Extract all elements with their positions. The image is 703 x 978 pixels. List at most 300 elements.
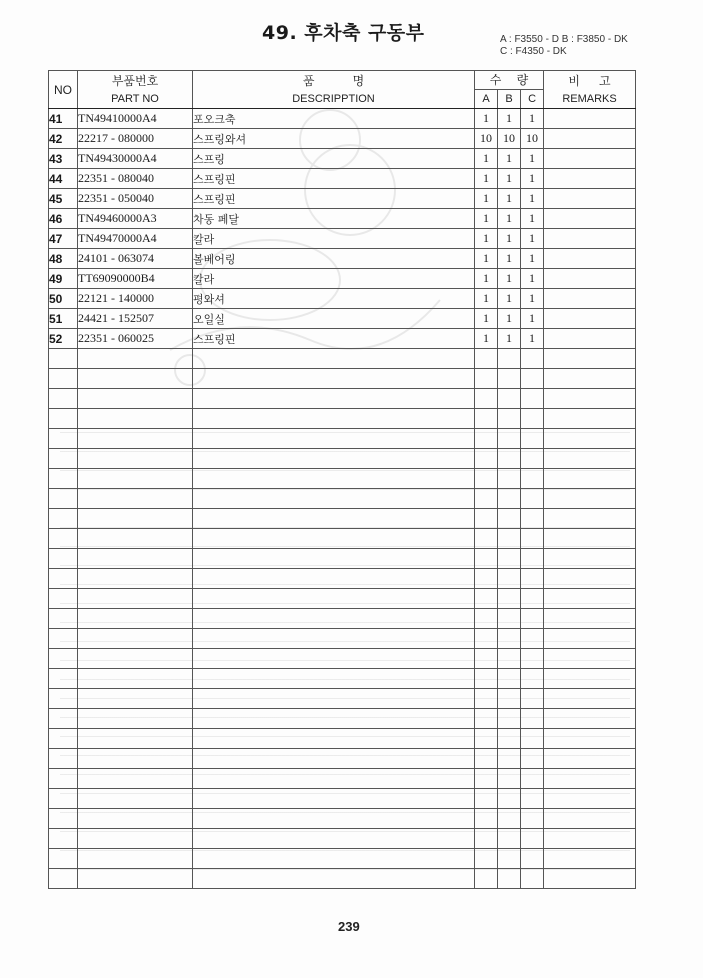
empty-cell: [521, 629, 544, 649]
empty-cell: [521, 829, 544, 849]
empty-cell: [49, 849, 78, 869]
empty-table-row: [49, 389, 636, 409]
empty-table-row: [49, 509, 636, 529]
empty-table-row: [49, 369, 636, 389]
empty-cell: [78, 549, 193, 569]
empty-cell: [193, 389, 475, 409]
empty-cell: [193, 509, 475, 529]
empty-cell: [193, 829, 475, 849]
empty-cell: [78, 869, 193, 889]
empty-cell: [78, 469, 193, 489]
empty-cell: [78, 589, 193, 609]
empty-cell: [544, 689, 636, 709]
empty-cell: [475, 389, 498, 409]
description: 칼라: [193, 229, 475, 249]
qty-b: 1: [498, 329, 521, 349]
table-row: [49, 109, 636, 129]
header-qty-a: A: [475, 90, 498, 108]
empty-cell: [475, 649, 498, 669]
empty-cell: [498, 689, 521, 709]
empty-cell: [475, 609, 498, 629]
qty-b: 1: [498, 249, 521, 269]
empty-cell: [544, 829, 636, 849]
empty-cell: [521, 569, 544, 589]
empty-cell: [49, 529, 78, 549]
empty-cell: [521, 809, 544, 829]
empty-table-row: [49, 789, 636, 809]
table-row: [49, 249, 636, 269]
qty-c: 1: [521, 169, 544, 189]
empty-table-row: [49, 429, 636, 449]
empty-cell: [498, 849, 521, 869]
empty-cell: [49, 629, 78, 649]
empty-cell: [475, 409, 498, 429]
header-description-en: DESCRIPPTION: [292, 92, 375, 105]
empty-cell: [498, 449, 521, 469]
qty-b: 1: [498, 289, 521, 309]
qty-b: 1: [498, 229, 521, 249]
empty-cell: [544, 349, 636, 369]
qty-a: 1: [475, 309, 498, 329]
qty-c: 1: [521, 269, 544, 289]
empty-cell: [49, 389, 78, 409]
table-row: [49, 329, 636, 349]
empty-cell: [521, 669, 544, 689]
empty-cell: [544, 589, 636, 609]
part-number: 41: [49, 109, 78, 129]
empty-cell: [193, 529, 475, 549]
part-number: 52: [49, 329, 78, 349]
empty-cell: [521, 509, 544, 529]
qty-c: 1: [521, 209, 544, 229]
empty-cell: [78, 429, 193, 449]
empty-table-row: [49, 649, 636, 669]
empty-cell: [475, 809, 498, 829]
part-number-cell: 22351 - 050040: [78, 189, 193, 209]
qty-a: 1: [475, 249, 498, 269]
empty-table-row: [49, 569, 636, 589]
qty-b: 1: [498, 169, 521, 189]
empty-cell: [78, 729, 193, 749]
model-legend-line: A : F3550 - D B : F3850 - DK: [500, 34, 628, 45]
empty-cell: [78, 649, 193, 669]
table-row: [49, 309, 636, 329]
empty-cell: [78, 389, 193, 409]
qty-a: 1: [475, 329, 498, 349]
table-row: [49, 189, 636, 209]
empty-table-row: [49, 349, 636, 369]
description: 볼베어링: [193, 249, 475, 269]
empty-table-row: [49, 729, 636, 749]
part-number-cell: 24421 - 152507: [78, 309, 193, 329]
empty-cell: [49, 409, 78, 429]
qty-a: 1: [475, 289, 498, 309]
part-number: 43: [49, 149, 78, 169]
empty-cell: [193, 789, 475, 809]
empty-cell: [78, 509, 193, 529]
remarks: [544, 329, 636, 349]
empty-cell: [193, 869, 475, 889]
qty-c: 10: [521, 129, 544, 149]
empty-cell: [521, 749, 544, 769]
empty-cell: [193, 349, 475, 369]
empty-cell: [521, 709, 544, 729]
qty-c: 1: [521, 329, 544, 349]
empty-cell: [49, 609, 78, 629]
empty-cell: [193, 589, 475, 609]
empty-cell: [78, 709, 193, 729]
part-number: 48: [49, 249, 78, 269]
empty-cell: [544, 529, 636, 549]
empty-cell: [475, 549, 498, 569]
empty-cell: [49, 469, 78, 489]
empty-cell: [544, 489, 636, 509]
empty-cell: [521, 429, 544, 449]
empty-cell: [544, 669, 636, 689]
empty-cell: [475, 449, 498, 469]
empty-cell: [498, 569, 521, 589]
part-number: 49: [49, 269, 78, 289]
empty-cell: [475, 369, 498, 389]
part-number-cell: 24101 - 063074: [78, 249, 193, 269]
empty-cell: [475, 789, 498, 809]
empty-cell: [521, 489, 544, 509]
empty-cell: [49, 769, 78, 789]
empty-cell: [475, 529, 498, 549]
part-number: 42: [49, 129, 78, 149]
description: 오일실: [193, 309, 475, 329]
empty-cell: [544, 849, 636, 869]
qty-c: 1: [521, 289, 544, 309]
table-row: [49, 129, 636, 149]
part-number-cell: TN49410000A4: [78, 109, 193, 129]
empty-cell: [521, 549, 544, 569]
empty-cell: [544, 869, 636, 889]
empty-cell: [498, 729, 521, 749]
qty-b: 1: [498, 109, 521, 129]
empty-table-row: [49, 489, 636, 509]
empty-cell: [521, 689, 544, 709]
description: 스프링핀: [193, 169, 475, 189]
empty-table-row: [49, 749, 636, 769]
qty-a: 1: [475, 269, 498, 289]
empty-cell: [475, 629, 498, 649]
remarks: [544, 209, 636, 229]
empty-cell: [475, 829, 498, 849]
empty-cell: [521, 449, 544, 469]
empty-table-row: [49, 589, 636, 609]
remarks: [544, 189, 636, 209]
empty-cell: [498, 469, 521, 489]
remarks: [544, 129, 636, 149]
empty-cell: [475, 769, 498, 789]
empty-cell: [544, 789, 636, 809]
header-quantity-ko: 수 량: [475, 71, 543, 90]
model-legend: [500, 34, 628, 58]
empty-cell: [193, 489, 475, 509]
empty-cell: [521, 389, 544, 409]
empty-cell: [49, 569, 78, 589]
empty-cell: [78, 769, 193, 789]
empty-cell: [78, 689, 193, 709]
qty-b: 10: [498, 129, 521, 149]
empty-cell: [49, 689, 78, 709]
empty-table-row: [49, 409, 636, 429]
empty-cell: [49, 869, 78, 889]
empty-cell: [193, 849, 475, 869]
remarks: [544, 149, 636, 169]
part-number-cell: TT69090000B4: [78, 269, 193, 289]
empty-cell: [498, 749, 521, 769]
empty-cell: [521, 649, 544, 669]
part-number: 46: [49, 209, 78, 229]
qty-a: 1: [475, 149, 498, 169]
header-part-no: [78, 71, 193, 109]
empty-cell: [521, 609, 544, 629]
description: 스프링와셔: [193, 129, 475, 149]
empty-cell: [475, 349, 498, 369]
header-qty-b: B: [498, 90, 521, 108]
empty-cell: [498, 809, 521, 829]
empty-cell: [193, 709, 475, 729]
empty-cell: [193, 669, 475, 689]
empty-cell: [498, 389, 521, 409]
qty-c: 1: [521, 109, 544, 129]
qty-c: 1: [521, 249, 544, 269]
empty-cell: [78, 669, 193, 689]
empty-table-row: [49, 829, 636, 849]
empty-cell: [78, 349, 193, 369]
empty-cell: [498, 509, 521, 529]
empty-cell: [475, 689, 498, 709]
empty-cell: [193, 429, 475, 449]
empty-cell: [78, 829, 193, 849]
table-row: [49, 209, 636, 229]
parts-table-body: [49, 109, 636, 889]
part-number-cell: TN49430000A4: [78, 149, 193, 169]
empty-table-row: [49, 849, 636, 869]
empty-cell: [498, 669, 521, 689]
table-row: [49, 229, 636, 249]
part-number-cell: 22217 - 080000: [78, 129, 193, 149]
header-remarks-ko: 비 고: [568, 73, 611, 88]
empty-cell: [193, 549, 475, 569]
empty-cell: [475, 569, 498, 589]
empty-cell: [193, 649, 475, 669]
empty-cell: [544, 509, 636, 529]
qty-a: 1: [475, 109, 498, 129]
empty-table-row: [49, 609, 636, 629]
empty-cell: [78, 409, 193, 429]
part-number-cell: 22121 - 140000: [78, 289, 193, 309]
header-part-no-en: PART NO: [111, 92, 159, 105]
empty-cell: [544, 649, 636, 669]
description: 스프링: [193, 149, 475, 169]
part-number-cell: 22351 - 080040: [78, 169, 193, 189]
empty-cell: [193, 729, 475, 749]
empty-cell: [78, 369, 193, 389]
empty-cell: [498, 429, 521, 449]
remarks: [544, 289, 636, 309]
part-number: 50: [49, 289, 78, 309]
empty-cell: [544, 389, 636, 409]
empty-cell: [544, 449, 636, 469]
empty-cell: [544, 709, 636, 729]
part-number: 47: [49, 229, 78, 249]
empty-cell: [475, 749, 498, 769]
part-number-cell: TN49470000A4: [78, 229, 193, 249]
header-remarks-en: REMARKS: [562, 92, 617, 105]
empty-cell: [78, 809, 193, 829]
empty-cell: [498, 409, 521, 429]
empty-cell: [544, 749, 636, 769]
qty-c: 1: [521, 229, 544, 249]
qty-a: 1: [475, 209, 498, 229]
header-remarks: [544, 71, 636, 109]
empty-table-row: [49, 469, 636, 489]
empty-cell: [544, 729, 636, 749]
description: 스프링핀: [193, 189, 475, 209]
empty-table-row: [49, 809, 636, 829]
empty-cell: [475, 669, 498, 689]
empty-cell: [475, 849, 498, 869]
header-no: NO: [49, 71, 78, 109]
empty-cell: [521, 469, 544, 489]
qty-a: 1: [475, 169, 498, 189]
empty-cell: [49, 369, 78, 389]
qty-b: 1: [498, 189, 521, 209]
part-number: 45: [49, 189, 78, 209]
empty-cell: [193, 409, 475, 429]
empty-cell: [193, 769, 475, 789]
empty-cell: [78, 529, 193, 549]
empty-table-row: [49, 629, 636, 649]
page-title: 49. 후차축 구동부: [262, 22, 425, 44]
empty-cell: [475, 509, 498, 529]
empty-cell: [78, 789, 193, 809]
empty-cell: [193, 809, 475, 829]
empty-cell: [521, 729, 544, 749]
description: 차동 페달: [193, 209, 475, 229]
empty-table-row: [49, 869, 636, 889]
remarks: [544, 229, 636, 249]
remarks: [544, 269, 636, 289]
empty-cell: [521, 409, 544, 429]
header-description-ko: 품 명: [302, 73, 365, 88]
empty-cell: [49, 429, 78, 449]
empty-cell: [544, 609, 636, 629]
empty-table-row: [49, 689, 636, 709]
part-number-cell: TN49460000A3: [78, 209, 193, 229]
empty-cell: [498, 649, 521, 669]
qty-b: 1: [498, 309, 521, 329]
empty-cell: [475, 869, 498, 889]
empty-cell: [49, 589, 78, 609]
remarks: [544, 109, 636, 129]
header-description: [193, 71, 475, 109]
qty-b: 1: [498, 149, 521, 169]
empty-cell: [544, 369, 636, 389]
empty-cell: [49, 349, 78, 369]
empty-cell: [475, 709, 498, 729]
part-number-cell: 22351 - 060025: [78, 329, 193, 349]
empty-cell: [49, 789, 78, 809]
empty-cell: [78, 849, 193, 869]
description: 포오크축: [193, 109, 475, 129]
empty-cell: [544, 469, 636, 489]
empty-cell: [521, 769, 544, 789]
empty-cell: [498, 629, 521, 649]
empty-cell: [78, 629, 193, 649]
empty-cell: [49, 749, 78, 769]
empty-cell: [49, 669, 78, 689]
empty-cell: [521, 849, 544, 869]
empty-cell: [193, 609, 475, 629]
empty-cell: [49, 829, 78, 849]
empty-cell: [193, 469, 475, 489]
qty-a: 1: [475, 229, 498, 249]
empty-cell: [544, 429, 636, 449]
part-number: 51: [49, 309, 78, 329]
empty-cell: [498, 349, 521, 369]
empty-cell: [544, 549, 636, 569]
empty-table-row: [49, 669, 636, 689]
empty-table-row: [49, 549, 636, 569]
empty-table-row: [49, 709, 636, 729]
empty-cell: [475, 469, 498, 489]
table-row: [49, 149, 636, 169]
header-quantity: [475, 71, 544, 109]
empty-cell: [475, 589, 498, 609]
empty-cell: [521, 369, 544, 389]
empty-cell: [498, 549, 521, 569]
empty-cell: [521, 589, 544, 609]
empty-table-row: [49, 449, 636, 469]
model-legend-line: C : F4350 - DK: [500, 46, 567, 57]
empty-cell: [498, 869, 521, 889]
empty-cell: [498, 709, 521, 729]
table-row: [49, 269, 636, 289]
empty-cell: [78, 489, 193, 509]
header-qty-c: C: [528, 93, 537, 105]
empty-cell: [49, 649, 78, 669]
empty-cell: [475, 429, 498, 449]
empty-cell: [498, 369, 521, 389]
description: 칼라: [193, 269, 475, 289]
empty-cell: [498, 789, 521, 809]
empty-cell: [49, 509, 78, 529]
empty-cell: [498, 609, 521, 629]
empty-cell: [521, 789, 544, 809]
empty-cell: [49, 809, 78, 829]
empty-cell: [544, 769, 636, 789]
empty-cell: [193, 689, 475, 709]
empty-cell: [498, 489, 521, 509]
empty-cell: [498, 829, 521, 849]
empty-cell: [49, 449, 78, 469]
empty-cell: [193, 629, 475, 649]
remarks: [544, 169, 636, 189]
empty-cell: [78, 749, 193, 769]
empty-cell: [498, 589, 521, 609]
empty-table-row: [49, 769, 636, 789]
qty-a: 1: [475, 189, 498, 209]
qty-c: 1: [521, 309, 544, 329]
empty-cell: [193, 569, 475, 589]
empty-table-row: [49, 529, 636, 549]
header-part-no-ko: 부품번호: [111, 73, 159, 88]
empty-cell: [49, 489, 78, 509]
